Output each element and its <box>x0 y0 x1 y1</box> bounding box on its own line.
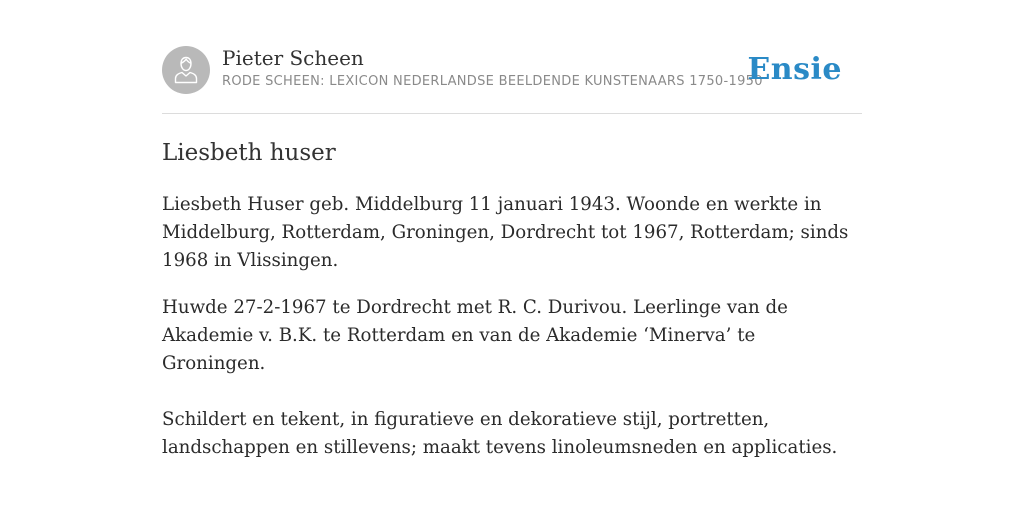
article-paragraph-1: Liesbeth Huser geb. Middelburg 11 januari 1943. Woonde en werkte in Middelburg, Rotterdam, Groningen, Dordrecht tot 1967, Rotterdam; sinds 1968 in Vlissingen. <box>162 194 849 271</box>
person-outline-icon <box>172 55 200 85</box>
article-header <box>162 46 862 114</box>
author-name[interactable]: Pieter Scheen <box>222 46 364 70</box>
user-avatar-icon[interactable] <box>162 46 210 94</box>
article-card <box>162 46 862 462</box>
article-title: Liesbeth huser <box>162 140 336 166</box>
article-paragraph-2: Huwde 27-2-1967 te Dordrecht met R. C. Durivou. Leerlinge van de Akademie v. B.K. te Rotterdam en van de Akademie ‘Minerva’ te Groningen. <box>162 297 788 374</box>
source-title[interactable]: RODE SCHEEN: LEXICON NEDERLANDSE BEELDENDE KUNSTENAARS 1750-1950 <box>222 74 763 89</box>
article-paragraph-3: Schildert en tekent, in figuratieve en dekoratieve stijl, portretten, landschappen en stillevens; maakt tevens linoleumsneden en applicaties. <box>162 409 838 458</box>
ensie-logo[interactable]: Ensie <box>747 52 842 87</box>
